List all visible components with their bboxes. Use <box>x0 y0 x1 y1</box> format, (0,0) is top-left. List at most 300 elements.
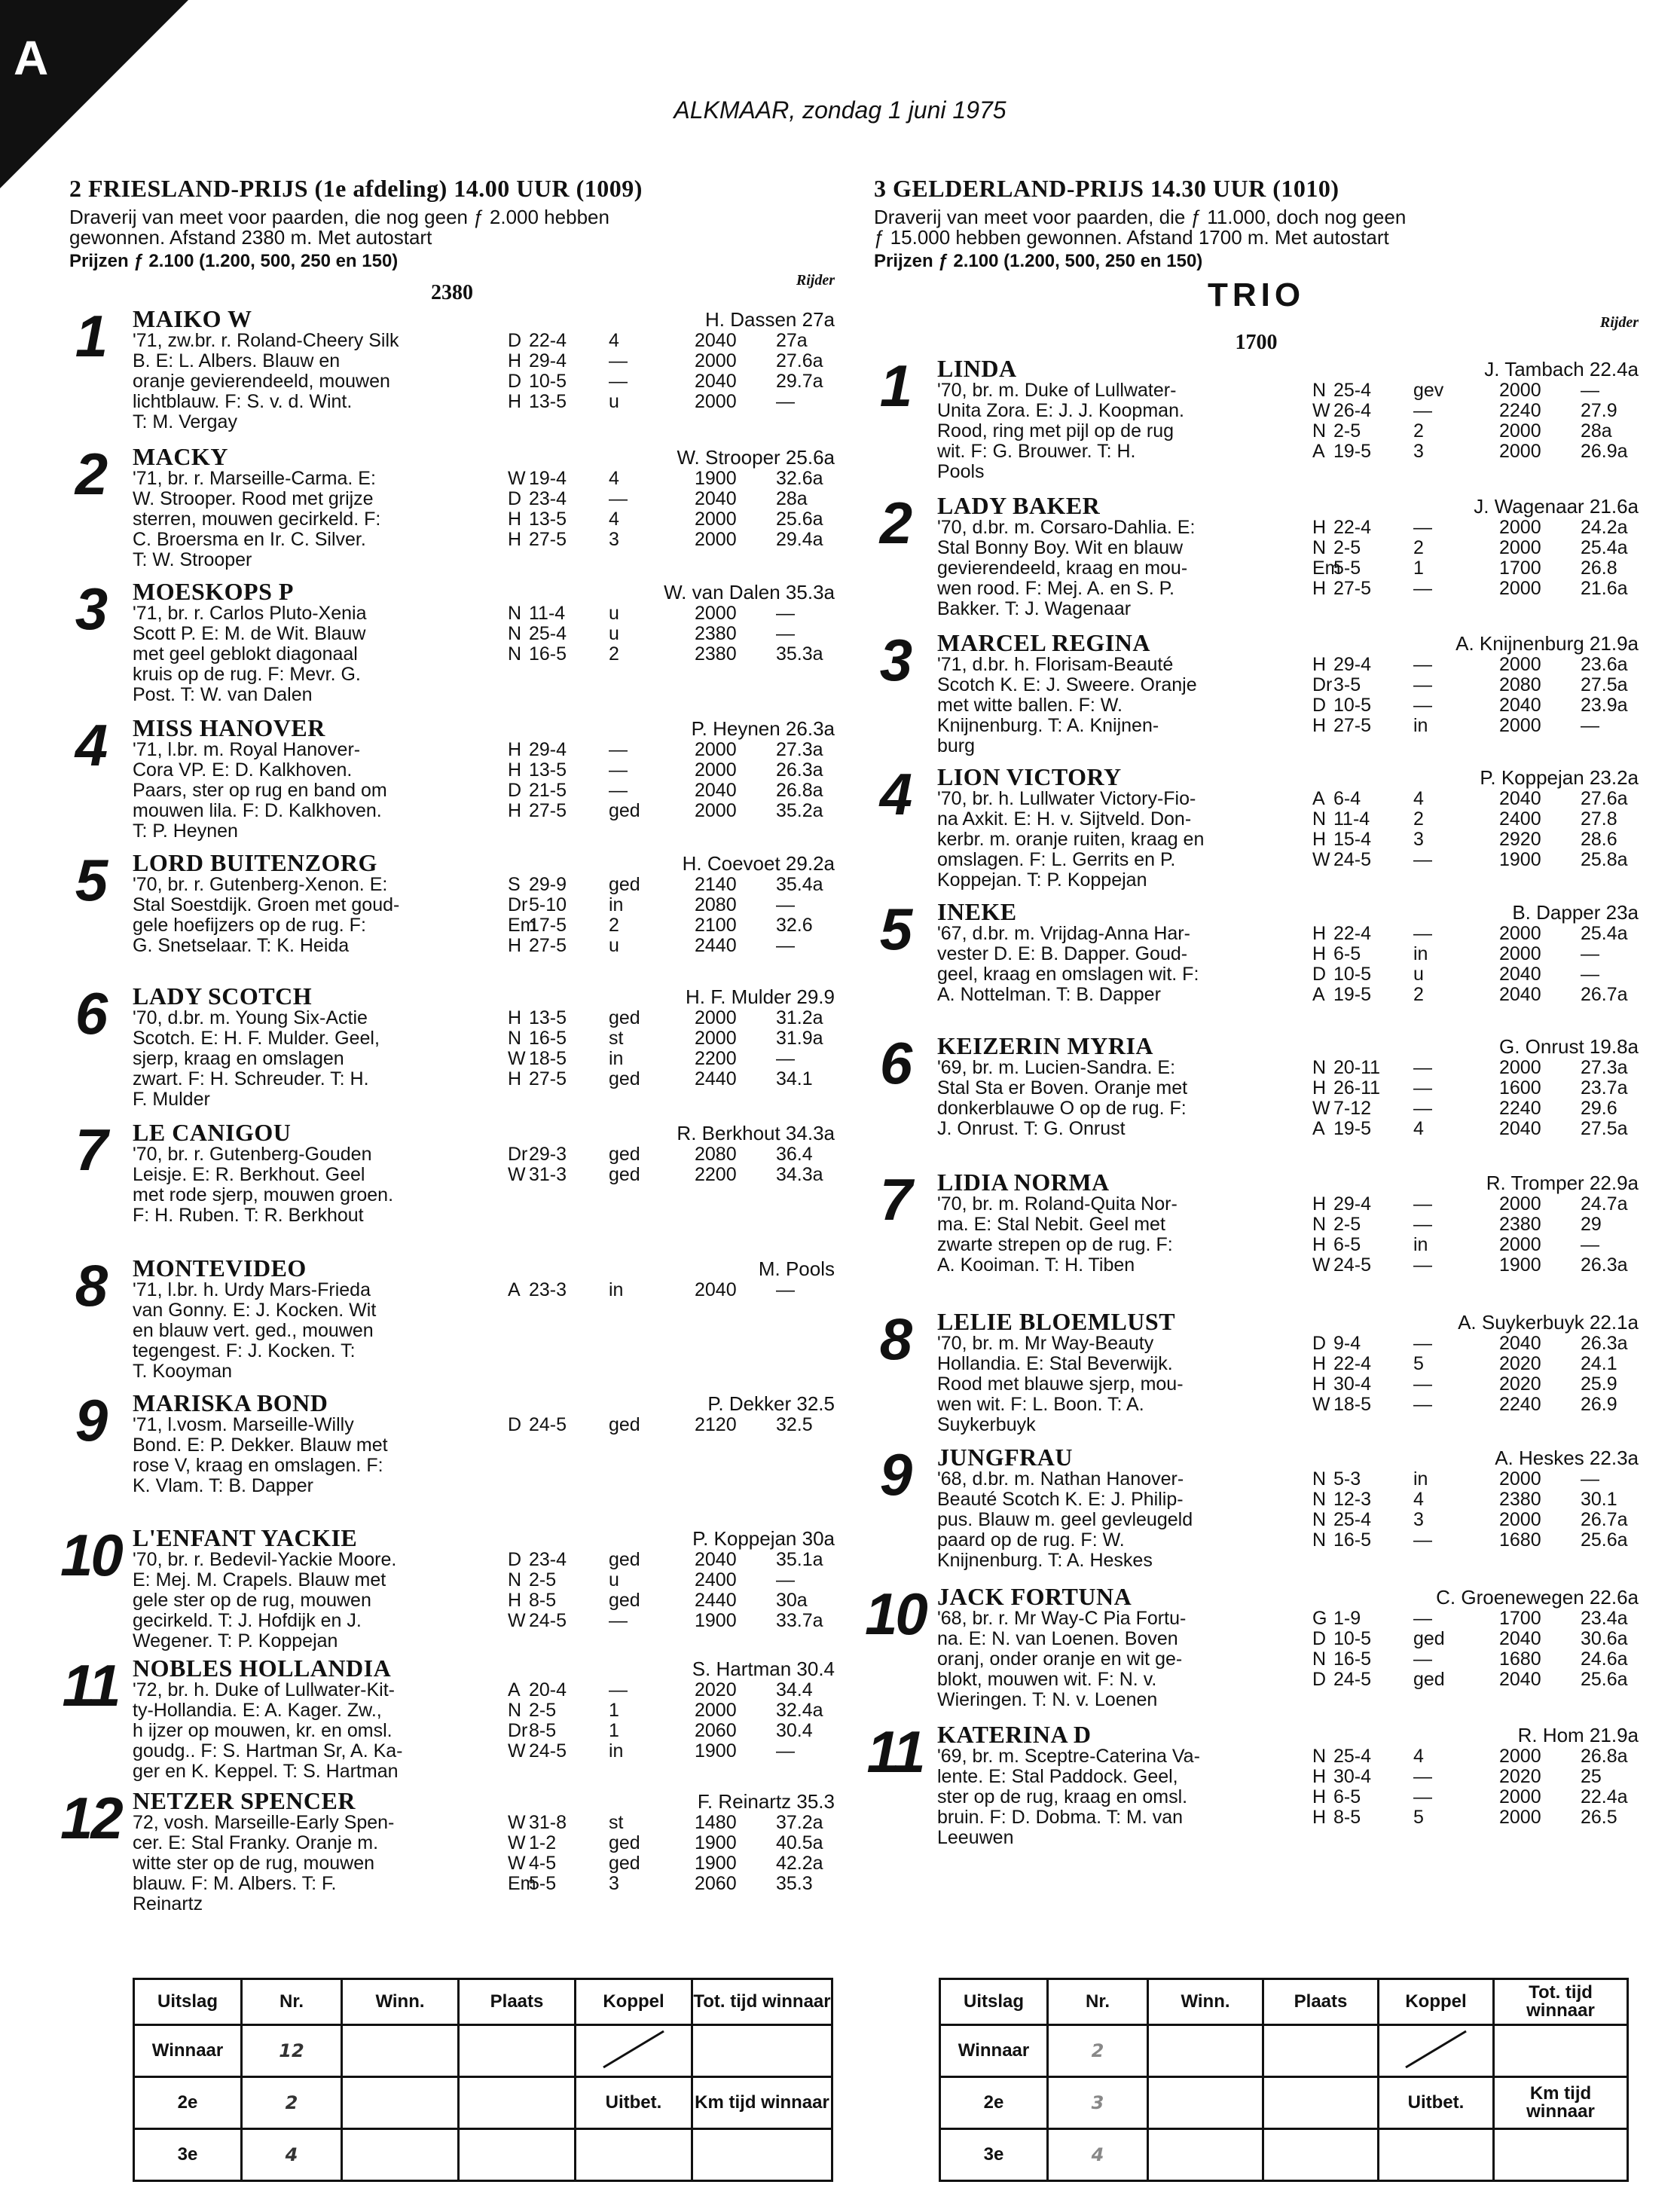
form-distance: 2000 <box>1499 1193 1541 1215</box>
form-date: 8-5 <box>529 1590 557 1611</box>
rider-name: W. Strooper 25.6a <box>677 446 835 469</box>
rider-column-header: Rijder <box>796 272 835 289</box>
form-track: H <box>508 509 522 530</box>
description-line: gele hoefijzers op de rug. F: <box>133 915 366 936</box>
form-track: Em <box>1312 558 1341 579</box>
form-track: H <box>1312 1373 1327 1395</box>
form-date: 30-4 <box>1333 1766 1372 1787</box>
form-track: H <box>1312 1807 1327 1828</box>
form-distance: 1700 <box>1499 1608 1541 1629</box>
form-km-time: 33.7a <box>776 1610 823 1631</box>
uitbet-cell[interactable] <box>576 2129 692 2181</box>
form-place: — <box>1413 1529 1432 1551</box>
winn-cell[interactable] <box>1148 2025 1263 2077</box>
rider-name: R. Hom 21.9a <box>1517 1724 1639 1746</box>
description-line: rose V, kraag en omslagen. F: <box>133 1456 383 1476</box>
form-distance: 2040 <box>1499 1118 1541 1139</box>
form-place: 5 <box>1413 1807 1424 1828</box>
description-line: '70, d.br. m. Corsaro-Dahlia. E: <box>937 518 1196 538</box>
start-number: 10 <box>865 1581 926 1647</box>
form-date: 16-5 <box>1333 1648 1372 1670</box>
horse-name: KEIZERIN MYRIA <box>937 1032 1154 1059</box>
start-number: 12 <box>60 1785 121 1851</box>
form-km-time: 30.6a <box>1581 1628 1628 1649</box>
horse-entry <box>879 353 1639 482</box>
description-line: '72, br. h. Duke of Lullwater-Kit- <box>133 1680 395 1700</box>
result-table-race-3 <box>939 1978 1629 2182</box>
form-place: 3 <box>609 1873 619 1894</box>
form-date: 2-5 <box>1333 537 1361 558</box>
form-date: 5-5 <box>1333 558 1361 579</box>
description-line: Beauté Scotch K. E: J. Philip- <box>937 1490 1184 1510</box>
form-place: — <box>1413 1333 1432 1354</box>
form-date: 27-5 <box>529 935 567 956</box>
description-line: G. Snetselaar. T: K. Heida <box>133 936 350 956</box>
horse-details <box>133 740 835 842</box>
form-place: 2 <box>1413 420 1424 442</box>
form-date: 25-4 <box>1333 1509 1372 1530</box>
form-distance: 2000 <box>1499 1234 1541 1255</box>
form-date: 27-5 <box>1333 578 1372 599</box>
plaats-cell[interactable] <box>1263 2077 1379 2129</box>
description-line: en blauw vert. ged., mouwen <box>133 1321 374 1341</box>
form-distance: 2380 <box>695 623 737 644</box>
form-date: 17-5 <box>529 915 567 936</box>
form-track: D <box>508 1549 522 1570</box>
form-km-time: 32.6a <box>776 468 823 489</box>
description-line: K. Vlam. T: B. Dapper <box>133 1476 313 1496</box>
form-km-time: 26.7a <box>1581 1509 1628 1530</box>
form-distance: 2000 <box>1499 654 1541 675</box>
description-line: F: H. Ruben. T: R. Berkhout <box>133 1205 364 1226</box>
form-track: W <box>508 468 526 489</box>
horse-description <box>937 789 1314 891</box>
form-date: 8-5 <box>1333 1807 1361 1828</box>
form-km-time: 31.2a <box>776 1007 823 1028</box>
form-date: 22-4 <box>1333 923 1372 944</box>
description-line: C. Broersma en Ir. C. Silver. <box>133 530 366 550</box>
form-distance: 2000 <box>1499 1746 1541 1767</box>
handwritten-nr[interactable]: 3 <box>1048 2077 1148 2129</box>
form-date: 18-5 <box>529 1048 567 1069</box>
form-place: 1 <box>609 1700 619 1721</box>
horse-entry <box>879 490 1639 619</box>
form-track: D <box>1312 964 1327 985</box>
plaats-cell[interactable] <box>459 2077 576 2129</box>
form-track: N <box>1312 1489 1327 1510</box>
horse-name: L'ENFANT YACKIE <box>133 1524 358 1551</box>
form-km-time: 35.2a <box>776 800 823 821</box>
description-line: Bakker. T: J. Wagenaar <box>937 599 1132 619</box>
horse-description <box>937 1469 1314 1571</box>
form-date: 27-5 <box>529 1068 567 1089</box>
horse-entry <box>75 441 835 570</box>
form-track: N <box>508 623 522 644</box>
form-place: 1 <box>1413 558 1424 579</box>
horse-entry <box>866 1719 1639 1848</box>
form-km-time: 25.6a <box>1581 1529 1628 1551</box>
form-track: W <box>508 1812 526 1833</box>
form-km-time: 40.5a <box>776 1832 823 1853</box>
form-place: 3 <box>609 529 619 550</box>
rider-name: P. Koppejan 30a <box>692 1527 835 1550</box>
horse-name: MARISKA BOND <box>133 1389 328 1416</box>
form-km-time: 35.1a <box>776 1549 823 1570</box>
form-km-time: 26.9a <box>1581 441 1628 462</box>
form-distance: 2060 <box>695 1873 737 1894</box>
form-km-time: 27.8 <box>1581 808 1617 830</box>
description-line: Koppejan. T: P. Koppejan <box>937 870 1147 891</box>
horse-name: MISS HANOVER <box>133 714 325 741</box>
race-2 <box>60 175 835 1914</box>
start-number: 5 <box>879 896 911 962</box>
handwritten-nr[interactable]: 12 <box>242 2025 342 2077</box>
form-distance: 1900 <box>695 1610 737 1631</box>
horse-details <box>133 331 835 432</box>
winn-cell[interactable] <box>1148 2077 1263 2129</box>
form-distance: 1900 <box>695 1853 737 1874</box>
description-line: Rood met blauwe sjerp, mou- <box>937 1374 1184 1395</box>
uitbet-cell[interactable] <box>1379 2129 1494 2181</box>
form-distance: 2020 <box>1499 1353 1541 1374</box>
form-distance: 2380 <box>1499 1214 1541 1235</box>
form-date: 25-4 <box>529 623 567 644</box>
form-distance: 2080 <box>1499 674 1541 695</box>
horse-entry <box>75 1252 835 1382</box>
description-line: Cora VP. E: D. Kalkhoven. <box>133 760 353 781</box>
form-track: A <box>508 1279 521 1300</box>
form-distance: 2380 <box>1499 1489 1541 1510</box>
form-distance: 2200 <box>695 1048 737 1069</box>
form-km-time: 25.8a <box>1581 849 1628 870</box>
form-place: u <box>609 623 619 644</box>
horse-entry <box>75 303 835 432</box>
form-track: S <box>508 874 521 895</box>
col-winn: Winn. <box>1148 1979 1263 2025</box>
form-km-time: 27a <box>776 330 808 351</box>
winn-cell[interactable] <box>342 2025 459 2077</box>
winn-cell[interactable] <box>342 2129 459 2181</box>
form-place: ged <box>609 1144 640 1165</box>
form-distance: 2000 <box>695 603 737 624</box>
rider-name: B. Dapper 23a <box>1512 901 1639 924</box>
form-km-time: 29.7a <box>776 371 823 392</box>
form-km-time: 21.6a <box>1581 578 1628 599</box>
form-track: D <box>508 780 522 801</box>
tot-tijd-cell[interactable] <box>692 2025 832 2077</box>
horse-details <box>937 1194 1639 1276</box>
handwritten-nr[interactable]: 4 <box>242 2129 342 2181</box>
rider-name: M. Pools <box>758 1257 835 1280</box>
form-date: 25-4 <box>1333 380 1372 401</box>
form-distance: 2040 <box>1499 695 1541 716</box>
form-distance: 2000 <box>1499 380 1541 401</box>
description-line: burg <box>937 736 976 756</box>
form-distance: 2000 <box>1499 1057 1541 1078</box>
form-distance: 2000 <box>1499 1468 1541 1490</box>
form-date: 15-4 <box>1333 829 1372 850</box>
description-line: ty-Hollandia. E: A. Kager. Zw., <box>133 1700 382 1721</box>
form-track: G <box>1312 1608 1327 1629</box>
form-km-time: 24.7a <box>1581 1193 1628 1215</box>
form-place: — <box>1413 1077 1432 1098</box>
form-km-time: — <box>776 1569 795 1590</box>
winn-cell[interactable] <box>342 2077 459 2129</box>
plaats-cell[interactable] <box>1263 2025 1379 2077</box>
form-track: N <box>508 1028 522 1049</box>
form-km-time: 36.4 <box>776 1144 813 1165</box>
result-row-2e <box>134 2077 832 2129</box>
form-track: W <box>1312 849 1330 870</box>
col-nr: Nr. <box>242 1979 342 2025</box>
form-track: H <box>508 350 522 371</box>
km-tijd-cell[interactable] <box>1494 2129 1628 2181</box>
description-line: na. E: N. van Loenen. Boven <box>937 1629 1178 1649</box>
form-track: H <box>508 759 522 781</box>
form-distance: 2000 <box>1499 715 1541 736</box>
form-place: 4 <box>1413 1489 1424 1510</box>
start-number: 1 <box>75 303 106 369</box>
form-place: 2 <box>1413 808 1424 830</box>
horse-description <box>133 740 509 842</box>
result-row-winnaar <box>940 2025 1628 2077</box>
start-number: 7 <box>75 1117 106 1183</box>
form-distance: 2240 <box>1499 400 1541 421</box>
form-date: 23-4 <box>529 1549 567 1570</box>
form-track: N <box>1312 1509 1327 1530</box>
horse-details <box>133 469 835 570</box>
form-place: — <box>1413 1057 1432 1078</box>
form-place: 5 <box>1413 1353 1424 1374</box>
start-number: 6 <box>879 1030 911 1096</box>
rider-name: W. van Dalen 35.3a <box>664 581 835 603</box>
form-place: gev <box>1413 380 1444 401</box>
horse-description <box>937 380 1314 482</box>
form-distance: 2200 <box>695 1164 737 1185</box>
form-date: 29-4 <box>1333 1193 1372 1215</box>
horse-description <box>133 1813 509 1914</box>
form-place: in <box>1413 1234 1428 1255</box>
form-track: H <box>508 1068 522 1089</box>
form-distance: 2000 <box>695 1700 737 1721</box>
form-place: — <box>1413 400 1432 421</box>
description-line: Paars, ster op rug en band om <box>133 781 387 801</box>
row-label: 3e <box>940 2129 1048 2181</box>
horse-name: LINDA <box>937 355 1017 382</box>
description-line: Unita Zora. E: J. J. Koopman. <box>937 401 1184 421</box>
form-date: 18-5 <box>1333 1394 1372 1415</box>
description-line: '70, br. r. Bedevil-Yackie Moore. <box>133 1550 397 1570</box>
form-date: 5-5 <box>529 1873 557 1894</box>
form-km-time: 29.6 <box>1581 1098 1617 1119</box>
form-place: st <box>609 1028 624 1049</box>
form-place: — <box>1413 1098 1432 1119</box>
form-place: 4 <box>1413 1118 1424 1139</box>
horse-entry <box>879 627 1639 756</box>
horse-description <box>937 518 1314 619</box>
form-km-time: 23.9a <box>1581 695 1628 716</box>
form-date: 29-9 <box>529 874 567 895</box>
form-distance: 2040 <box>695 780 737 801</box>
form-date: 2-5 <box>1333 1214 1361 1235</box>
rider-name: A. Suykerbuyk 22.1a <box>1458 1311 1639 1334</box>
form-place: — <box>609 488 628 509</box>
race-desc-line: Draverij van meet voor paarden, die ƒ 11.000, doch nog geen <box>874 206 1407 228</box>
form-track: N <box>1312 420 1327 442</box>
form-distance: 2000 <box>695 739 737 760</box>
horse-details <box>133 1680 835 1782</box>
horse-name: KATERINA D <box>937 1721 1092 1748</box>
form-place: — <box>609 739 628 760</box>
form-track: H <box>1312 1353 1327 1374</box>
result-header-row <box>134 1979 832 2025</box>
form-km-time: 24.1 <box>1581 1353 1617 1374</box>
form-distance: 2000 <box>695 1007 737 1028</box>
horse-description <box>133 1008 509 1110</box>
description-line: omslagen. F: L. Gerrits en P. <box>937 850 1176 870</box>
description-line: blokt, mouwen wit. F: N. v. <box>937 1670 1157 1690</box>
form-date: 19-5 <box>1333 984 1372 1005</box>
form-track: N <box>508 1569 522 1590</box>
rider-name: J. Wagenaar 21.6a <box>1474 495 1639 518</box>
form-distance: 2040 <box>695 1279 737 1300</box>
description-line: Knijnenburg. T: A. Knijnen- <box>937 716 1159 736</box>
form-date: 29-4 <box>529 350 567 371</box>
form-track: D <box>508 1414 522 1435</box>
page-header: ALKMAAR, zondag 1 juni 1975 <box>674 96 1006 124</box>
form-km-time: 32.6 <box>776 915 813 936</box>
form-track: H <box>1312 943 1327 964</box>
start-number: 10 <box>60 1522 121 1588</box>
form-date: 24-5 <box>1333 1669 1372 1690</box>
horse-description <box>937 1058 1314 1139</box>
col-uitslag: Uitslag <box>940 1979 1048 2025</box>
horse-name: LADY SCOTCH <box>133 982 313 1010</box>
description-line: gevierendeeld, kraag en mou- <box>937 558 1188 579</box>
form-km-time: 26.3a <box>1581 1333 1628 1354</box>
plaats-cell[interactable] <box>459 2129 576 2181</box>
description-line: met rode sjerp, mouwen groen. <box>133 1185 394 1205</box>
form-track: N <box>1312 380 1327 401</box>
description-line: '69, br. m. Lucien-Sandra. E: <box>937 1058 1176 1078</box>
form-track: A <box>1312 788 1325 809</box>
horse-entry <box>879 1441 1639 1571</box>
km-tijd-cell[interactable] <box>692 2129 832 2181</box>
form-place: ged <box>609 1164 640 1185</box>
form-track: H <box>1312 923 1327 944</box>
horse-entry <box>879 1030 1639 1139</box>
horse-name: LORD BUITENZORG <box>133 849 377 876</box>
handwritten-nr[interactable]: 4 <box>1048 2129 1148 2181</box>
form-distance: 2120 <box>695 1414 737 1435</box>
horse-description <box>133 603 509 705</box>
race-prizes: Prijzen ƒ 2.100 (1.200, 500, 250 en 150) <box>874 251 1203 271</box>
rider-name: A. Heskes 22.3a <box>1495 1447 1639 1469</box>
form-km-time: 25.6a <box>776 509 823 530</box>
form-place: — <box>1413 849 1432 870</box>
rider-name: F. Reinartz 35.3 <box>697 1790 835 1813</box>
tot-tijd-cell[interactable] <box>1494 2025 1628 2077</box>
form-track: W <box>1312 1098 1330 1119</box>
form-track: D <box>508 488 522 509</box>
form-date: 13-5 <box>529 759 567 781</box>
form-distance: 1680 <box>1499 1529 1541 1551</box>
form-place: — <box>609 780 628 801</box>
form-km-time: 30a <box>776 1590 808 1611</box>
form-place: — <box>1413 1608 1432 1629</box>
form-track: N <box>508 603 522 624</box>
horse-description <box>937 1194 1314 1276</box>
description-line: gele ster op de rug, mouwen <box>133 1590 371 1611</box>
form-place: 2 <box>609 915 619 936</box>
form-km-time: 28a <box>776 488 808 509</box>
horse-name: LE CANIGOU <box>133 1119 292 1146</box>
race-desc-line: gewonnen. Afstand 2380 m. Met autostart <box>69 226 432 249</box>
form-date: 10-5 <box>1333 695 1372 716</box>
description-line: witte ster op de rug, mouwen <box>133 1853 374 1874</box>
horse-entry <box>879 1306 1639 1435</box>
form-place: in <box>609 1279 624 1300</box>
horse-entry <box>62 1652 835 1782</box>
form-km-time: 26.3a <box>1581 1254 1628 1276</box>
race-title: 2 FRIESLAND-PRIJS (1e afdeling) 14.00 UUR (1009) <box>69 175 643 202</box>
form-place: — <box>1413 1786 1432 1807</box>
handwritten-nr[interactable]: 2 <box>242 2077 342 2129</box>
form-distance: 1900 <box>1499 1254 1541 1276</box>
description-line: Knijnenburg. T: A. Heskes <box>937 1551 1153 1571</box>
form-date: 11-4 <box>1333 808 1370 830</box>
form-km-time: 29.4a <box>776 529 823 550</box>
form-place: — <box>1413 1214 1432 1235</box>
form-track: A <box>508 1679 521 1700</box>
description-line: paard op de rug. F: W. <box>937 1530 1125 1551</box>
row-label: 3e <box>134 2129 242 2181</box>
form-distance: 1480 <box>695 1812 737 1833</box>
winn-cell[interactable] <box>1148 2129 1263 2181</box>
plaats-cell[interactable] <box>459 2025 576 2077</box>
description-line: '71, d.br. h. Florisam-Beauté <box>937 655 1174 675</box>
form-distance: 2440 <box>695 935 737 956</box>
description-line: vester D. E: B. Dapper. Goud- <box>937 944 1188 964</box>
description-line: '70, br. m. Roland-Quita Nor- <box>937 1194 1178 1215</box>
description-line: zwart. F: H. Schreuder. T: H. <box>133 1069 369 1089</box>
form-distance: 2000 <box>695 509 737 530</box>
form-distance: 2020 <box>1499 1373 1541 1395</box>
plaats-cell[interactable] <box>1263 2129 1379 2181</box>
start-number: 4 <box>75 712 106 778</box>
corner-marker <box>0 0 188 188</box>
horse-details <box>133 1280 835 1382</box>
form-date: 3-5 <box>1333 674 1361 695</box>
race-title: 3 GELDERLAND-PRIJS 14.30 UUR (1010) <box>874 175 1339 202</box>
form-distance: 2000 <box>695 800 737 821</box>
form-distance: 2080 <box>695 894 737 915</box>
form-track: H <box>1312 517 1327 538</box>
description-line: E: Mej. M. Crapels. Blauw met <box>133 1570 386 1590</box>
form-track: D <box>508 371 522 392</box>
form-place: in <box>1413 943 1428 964</box>
rider-header-row <box>69 272 835 289</box>
form-place: — <box>1413 695 1432 716</box>
description-line: sjerp, kraag en omslagen <box>133 1049 344 1069</box>
handwritten-nr[interactable]: 2 <box>1048 2025 1148 2077</box>
form-km-time: 26.3a <box>776 759 823 781</box>
form-km-time: — <box>776 935 795 956</box>
form-date: 22-4 <box>529 330 567 351</box>
form-place: — <box>609 371 628 392</box>
result-row-2e <box>940 2077 1628 2129</box>
form-date: 20-4 <box>529 1679 567 1700</box>
